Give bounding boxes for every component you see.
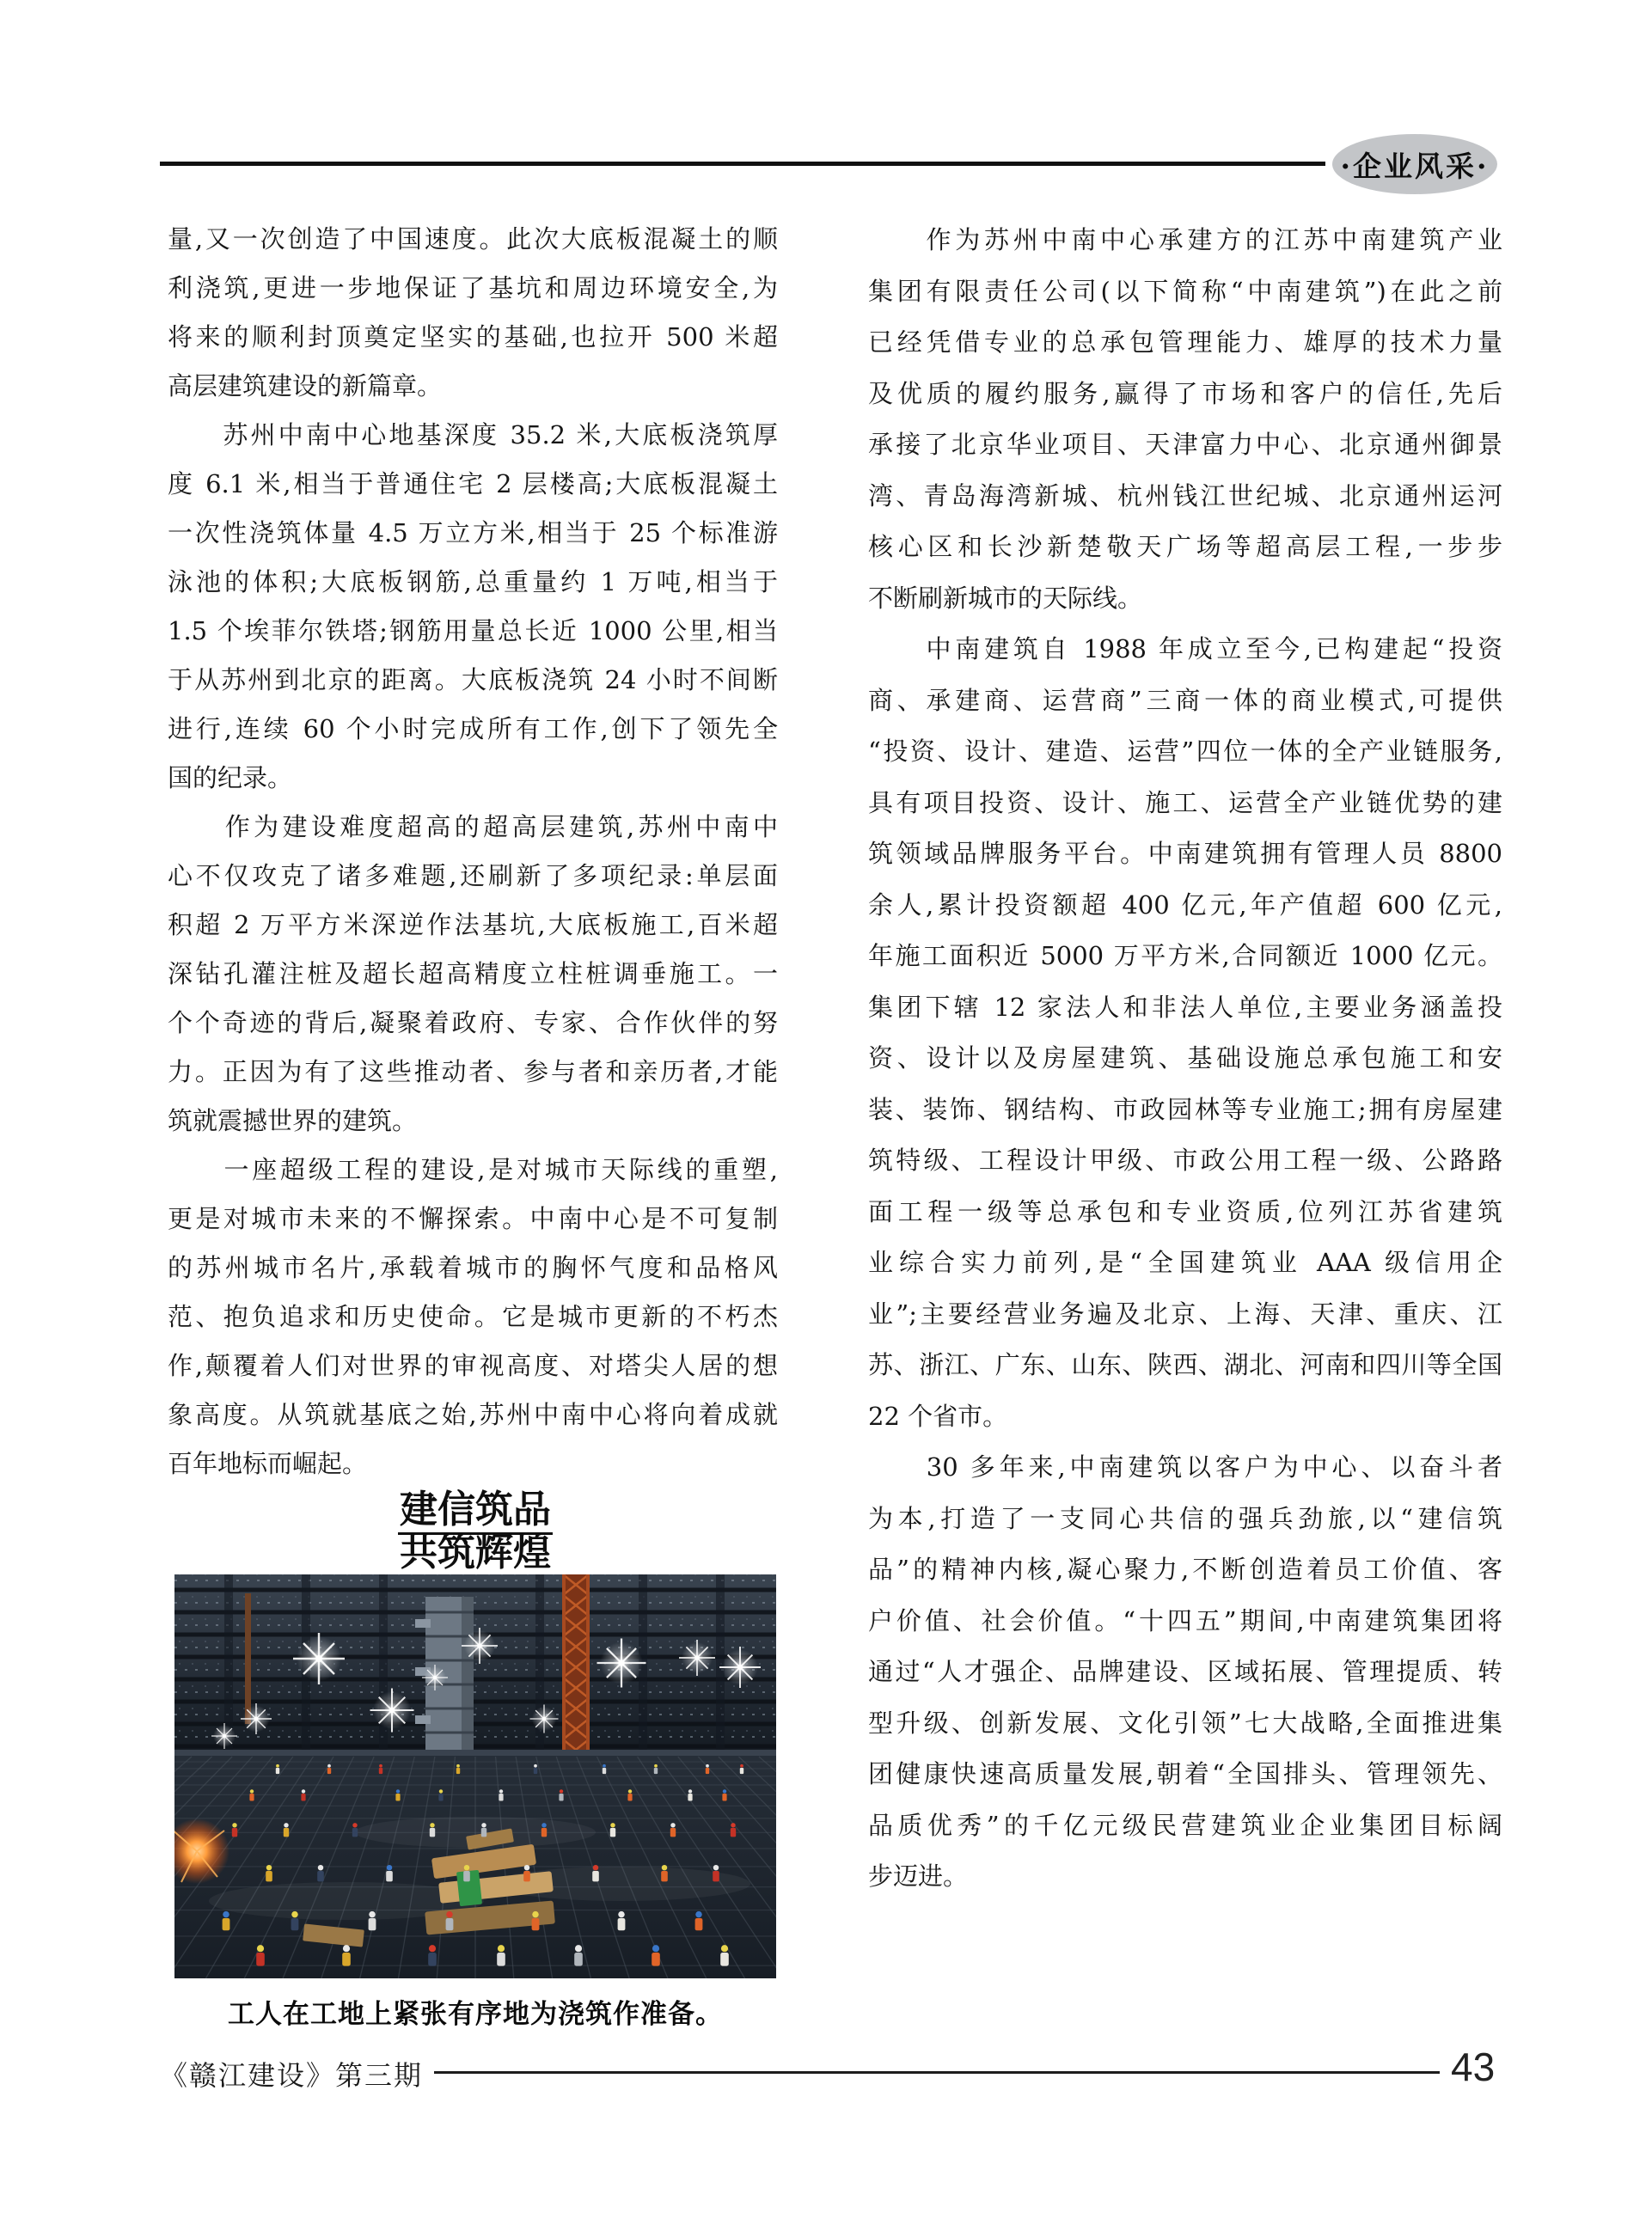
photo-container: [174, 1574, 776, 1978]
body-text-line: 作,颠覆着人们对世界的审视高度、对塔尖人居的想: [168, 1351, 778, 1380]
body-text-line: 的苏州城市名片,承载着城市的胸怀气度和品格风: [168, 1253, 778, 1282]
body-text-line: 业”;主要经营业务遍及北京、上海、天津、重庆、江: [868, 1299, 1502, 1329]
tower-crane-mast: [563, 1574, 589, 1760]
section-badge: [1332, 134, 1497, 194]
subheading-line1: 建信筑品: [174, 1488, 776, 1531]
footer-publication: 《赣江建设》第三期: [160, 2059, 424, 2092]
body-text-line: 核心区和长沙新楚敬天广场等超高层工程,一步步: [868, 532, 1502, 561]
footer-rule: [434, 2071, 1440, 2074]
body-text-line: 作为建设难度超高的超高层建筑,苏州中南中: [168, 812, 778, 841]
page-number: 43: [1451, 2045, 1496, 2089]
body-text-line: 型升级、创新发展、文化引领”七大战略,全面推进集: [868, 1708, 1502, 1738]
body-text-line: 集团下辖 12 家法人和非法人单位,主要业务涵盖投: [868, 992, 1502, 1022]
side-crane-pole: [245, 1593, 251, 1724]
body-text-line: 湾、青岛海湾新城、杭州钱江世纪城、北京通州运河: [868, 480, 1502, 510]
body-text-line: 深钻孔灌注桩及超长超高精度立柱桩调垂施工。一: [168, 959, 778, 988]
body-text-line: 筑领域品牌服务平台。中南建筑拥有管理人员 8800: [868, 839, 1502, 868]
body-text-line: 户价值、社会价值。“十四五”期间,中南建筑集团将: [868, 1605, 1502, 1635]
body-text-line: 象高度。从筑就基底之始,苏州中南中心将向着成就: [168, 1400, 778, 1429]
body-text-line: 及优质的履约服务,赢得了市场和客户的信任,先后: [868, 378, 1502, 408]
body-text-line: 承接了北京华业项目、天津富力中心、北京通州御景: [868, 430, 1502, 459]
subheading-line2: 共筑辉煌: [400, 1531, 551, 1574]
right-column: [868, 215, 1502, 1903]
body-text-line: 更是对城市未来的不懈探索。中南中心是不可复制: [168, 1204, 778, 1233]
body-text-line: 中南建筑自 1988 年成立至今,已构建起“投资: [868, 634, 1502, 663]
body-text-line: 商、承建商、运营商”三商一体的商业模式,可提供: [868, 685, 1502, 715]
body-text-line: 品质优秀”的千亿元级民营建筑业企业集团目标阔: [868, 1810, 1502, 1840]
body-text-line: 年施工面积近 5000 万平方米,合同额近 1000 亿元。: [868, 941, 1502, 970]
photo-caption: 工人在工地上紧张有序地为浇筑作准备。: [228, 1999, 723, 2030]
body-text-line: 利浇筑,更进一步地保证了基坑和周边环境安全,为: [168, 273, 778, 303]
body-text-line: 筑特级、工程设计甲级、市政公用工程一级、公路路: [868, 1146, 1502, 1175]
header-rule: [160, 162, 1325, 166]
body-text-line: 力。正因为有了这些推动者、参与者和亲历者,才能: [168, 1057, 778, 1086]
body-text-line: 集团有限责任公司(以下简称“中南建筑”)在此之前: [868, 276, 1502, 306]
body-text-line: 泳池的体积;大底板钢筋,总重量约 1 万吨,相当于: [168, 567, 778, 596]
body-text-line: 步迈进。: [868, 1861, 969, 1891]
body-text-line: 范、抱负追求和历史使命。它是城市更新的不朽杰: [168, 1302, 778, 1331]
body-text-line: 装、装饰、钢结构、市政园林等专业施工;拥有房屋建: [868, 1094, 1502, 1124]
left-column: [168, 215, 778, 2031]
body-text-line: 业综合实力前列,是“全国建筑业 AAA 级信用企: [868, 1248, 1502, 1277]
section-badge-label: ·企业风采·: [1340, 149, 1490, 183]
body-text-line: 22 个省市。: [868, 1401, 1008, 1431]
body-text-line: 于从苏州到北京的距离。大底板浇筑 24 小时不间断: [168, 665, 778, 694]
body-text-line: 具有项目投资、设计、施工、运营全产业链优势的建: [868, 787, 1502, 817]
body-text-line: 筑就震撼世界的建筑。: [168, 1106, 418, 1135]
construction-site-photo: [174, 1574, 776, 1978]
body-text-line: 国的纪录。: [168, 763, 293, 792]
body-text-line: 量,又一次创造了中国速度。此次大底板混凝土的顺: [168, 224, 778, 254]
body-text-line: 苏、浙江、广东、山东、陕西、湖北、河南和四川等全国: [868, 1350, 1502, 1379]
body-text-line: 为本,打造了一支同心共信的强兵劲旅,以“建信筑: [868, 1503, 1502, 1533]
body-text-line: 品”的精神内核,凝心聚力,不断创造着员工价值、客: [868, 1555, 1502, 1584]
body-text-line: 资、设计以及房屋建筑、基础设施总承包施工和安: [868, 1043, 1502, 1073]
body-text-line: 通过“人才强企、品牌建设、区域拓展、管理提质、转: [868, 1657, 1502, 1686]
body-text-line: 度 6.1 米,相当于普通住宅 2 层楼高;大底板混凝土: [168, 469, 778, 498]
body-text-line: 作为苏州中南中心承建方的江苏中南建筑产业: [868, 225, 1502, 254]
body-text-line: 一座超级工程的建设,是对城市天际线的重塑,: [168, 1155, 778, 1184]
body-text-line: 将来的顺利封顶奠定坚实的基础,也拉开 500 米超: [168, 322, 778, 351]
body-text-line: 个个奇迹的背后,凝聚着政府、专家、合作伙伴的努: [168, 1008, 778, 1037]
body-text-line: “投资、设计、建造、运营”四位一体的全产业链服务,: [868, 737, 1502, 766]
body-text-line: 已经凭借专业的总承包管理能力、雄厚的技术力量: [868, 327, 1502, 357]
body-text-line: 苏州中南中心地基深度 35.2 米,大底板浇筑厚: [168, 420, 778, 449]
body-text-line: 高层建筑建设的新篇章。: [168, 371, 443, 400]
body-text-line: 不断刷新城市的天际线。: [868, 583, 1143, 613]
body-text-line: 百年地标而崛起。: [168, 1449, 368, 1478]
article-subheading: [174, 1488, 776, 1574]
body-text-line: 心不仅攻克了诸多难题,还刷新了多项纪录:单层面: [168, 861, 778, 890]
body-text-line: 一次性浇筑体量 4.5 万立方米,相当于 25 个标准游: [168, 518, 778, 547]
floor-edge: [174, 1750, 776, 1756]
body-text-line: 团健康快速高质量发展,朝着“全国排头、管理领先、: [868, 1759, 1502, 1788]
body-text-line: 30 多年来,中南建筑以客户为中心、以奋斗者: [868, 1452, 1502, 1482]
body-text-line: 积超 2 万平方米深逆作法基坑,大底板施工,百米超: [168, 910, 778, 939]
body-text-line: 1.5 个埃菲尔铁塔;钢筋用量总长近 1000 公里,相当: [168, 616, 778, 645]
body-text-line: 余人,累计投资额超 400 亿元,年产值超 600 亿元,: [868, 889, 1502, 920]
body-text-line: 面工程一级等总承包和专业资质,位列江苏省建筑: [868, 1196, 1502, 1226]
body-text-line: 进行,连续 60 个小时完成所有工作,创下了领先全: [168, 714, 778, 743]
